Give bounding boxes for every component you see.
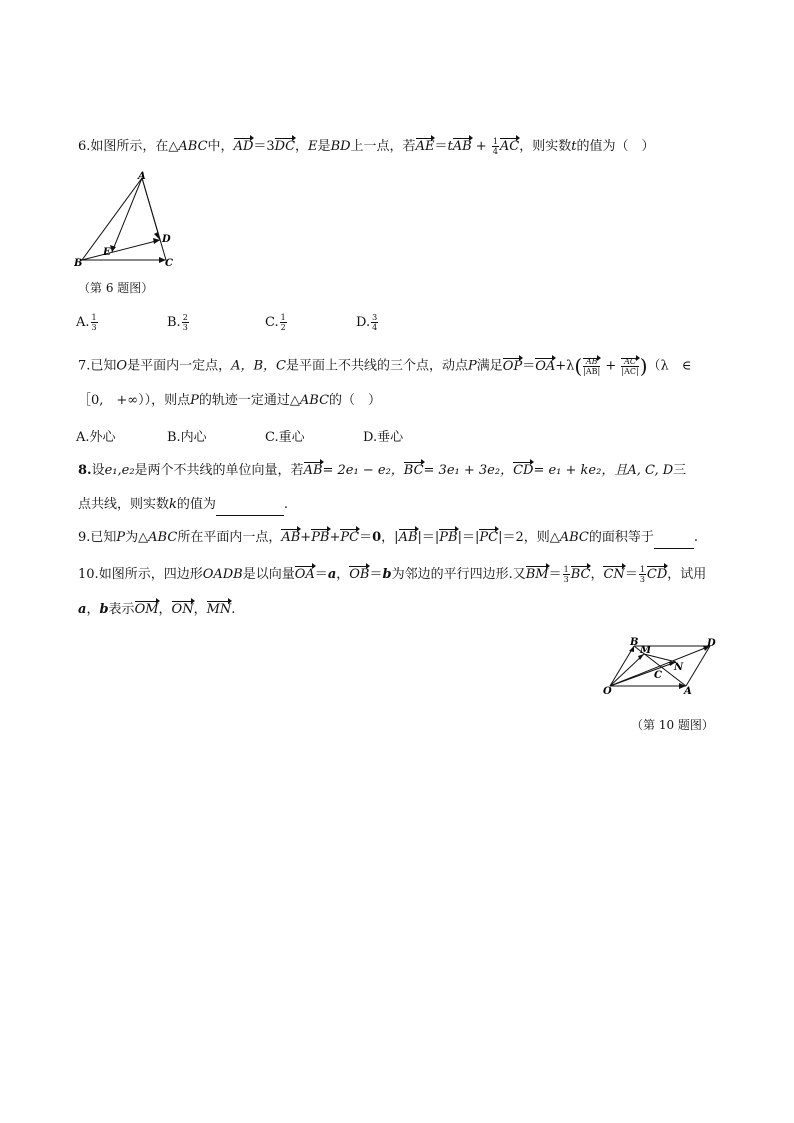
- denominator: |AB|: [583, 366, 601, 376]
- question-6-stem: [78, 137, 655, 157]
- question-7-stem-line2: [78, 391, 381, 411]
- point-p: P: [116, 530, 126, 545]
- vector-cd: CD: [513, 461, 533, 481]
- vector-ab: AB: [281, 528, 300, 548]
- option-fraction: [91, 313, 98, 332]
- vector-cn: CN: [603, 565, 624, 585]
- text: .: [283, 497, 289, 512]
- triangle-diagram: [74, 170, 184, 268]
- unit-vector-ac: [621, 357, 638, 376]
- label-e: E: [103, 247, 111, 258]
- paren-left: (: [574, 354, 583, 378]
- unit-vector-ab: [583, 357, 600, 376]
- question-number: 9.: [78, 530, 91, 545]
- q7-option-b[interactable]: B.内心: [167, 430, 207, 445]
- answer-blank[interactable]: [216, 495, 284, 516]
- vector-ab: AB: [453, 137, 472, 157]
- expression: = 2e₁ − e₂，: [322, 463, 404, 478]
- numerator: 2: [182, 313, 188, 322]
- text: 的值为（ ）: [576, 139, 655, 154]
- label-c: C: [654, 670, 662, 681]
- question-9-stem: [78, 528, 698, 549]
- figure-q10-caption: （第 10 题图）: [631, 718, 714, 732]
- figure-q6-caption: （第 6 题图）: [78, 281, 154, 295]
- figure-q10-parallelogram: [602, 636, 722, 698]
- label-c: C: [165, 258, 173, 268]
- label-b: B: [630, 637, 639, 648]
- segment-bd: BD: [330, 139, 351, 154]
- vector-pc: PC: [340, 528, 359, 548]
- vector-pb: PB: [439, 528, 457, 548]
- text: 为邻边的平行四边形.又: [391, 567, 526, 582]
- point-e: E: [308, 139, 318, 154]
- triangle-name: ABC: [299, 393, 330, 408]
- vector-b: b: [382, 567, 392, 582]
- zero-vector: 0: [372, 530, 382, 545]
- vector-ab: AB: [399, 528, 418, 548]
- vector-pb: PB: [311, 528, 329, 548]
- text: （λ ∈: [647, 358, 692, 374]
- text: 满足: [476, 358, 503, 374]
- text: ，: [590, 567, 604, 582]
- point-p: P: [190, 393, 199, 408]
- text: 的（ ）: [329, 393, 382, 408]
- text: |＝2，则△: [498, 530, 560, 545]
- text: 的面积等于: [588, 530, 654, 545]
- numerator: 1: [639, 565, 645, 574]
- option-fraction: [371, 313, 378, 332]
- numerator: AB: [583, 357, 600, 367]
- text: ＝: [314, 567, 328, 582]
- denominator: |AC|: [621, 366, 639, 376]
- text: 如图所示，在△: [90, 139, 179, 154]
- text: ，: [193, 602, 207, 617]
- label-d: D: [162, 234, 171, 245]
- vector-ob: OB: [349, 565, 369, 585]
- q7-option-a[interactable]: A.外心: [76, 430, 116, 445]
- denominator: 3: [182, 323, 188, 332]
- text: 是两个不共线的单位向量，若: [134, 463, 304, 478]
- q6-option-d[interactable]: [356, 313, 379, 332]
- parallelogram-diagram: [602, 636, 722, 698]
- text: 是平面上不共线的三个点，动点: [286, 358, 469, 374]
- vector-ac: AC: [500, 137, 519, 157]
- fraction-one-third: [563, 565, 570, 584]
- text: ＝: [369, 567, 383, 582]
- label-b: B: [74, 258, 83, 268]
- option-fraction: [182, 313, 189, 332]
- numerator: 1: [280, 313, 286, 322]
- vector-dc: DC: [275, 137, 295, 157]
- text: ＝: [359, 530, 373, 545]
- question-number: 10.: [78, 567, 99, 582]
- vector-mn: MN: [207, 600, 232, 620]
- numerator: 1: [492, 137, 498, 146]
- numerator: 1: [91, 313, 97, 322]
- denominator: 4: [492, 147, 498, 156]
- vector-a: a: [327, 567, 337, 582]
- vector-b: b: [99, 602, 109, 617]
- question-10-stem-line2: [78, 600, 235, 620]
- q7-option-c[interactable]: C.重心: [265, 430, 305, 445]
- q6-option-c[interactable]: [265, 313, 288, 332]
- denominator: 4: [372, 323, 378, 332]
- vector-bm: BM: [526, 565, 549, 585]
- text: 上一点，若: [350, 139, 416, 154]
- text: ，: [86, 602, 100, 617]
- numerator: AC: [621, 357, 638, 367]
- vector-oa: OA: [535, 357, 555, 377]
- variable-k: k: [169, 497, 177, 512]
- text: |＝|: [417, 530, 440, 545]
- vector-cd: CD: [647, 565, 667, 585]
- expression: = e₁ + ke₂，且: [533, 463, 628, 478]
- denominator: 3: [563, 575, 569, 584]
- option-label: A.: [76, 315, 90, 330]
- text: 中，: [207, 139, 234, 154]
- option-label: C.: [265, 315, 279, 330]
- unit-vectors: e₁,e₂: [104, 463, 135, 478]
- q7-option-d[interactable]: D.垂心: [363, 430, 404, 445]
- text: ，|: [381, 530, 399, 545]
- triangle-name: ABC: [559, 530, 589, 545]
- option-fraction: [280, 313, 287, 332]
- question-number: 7.: [78, 358, 91, 374]
- text: 点共线，则实数: [78, 497, 170, 512]
- text: ［0, +∞）），则点: [78, 393, 191, 408]
- triangle-name: ABC: [178, 139, 208, 154]
- label-o: O: [603, 686, 612, 697]
- text: ，: [336, 567, 350, 582]
- question-number: 6.: [78, 139, 91, 154]
- text: 的轨迹一定通过△: [198, 393, 300, 408]
- fraction-one-quarter: [492, 137, 499, 156]
- text: ，试用: [667, 567, 707, 582]
- label-d: D: [707, 638, 716, 649]
- text: ＝: [434, 139, 448, 154]
- vector-om: OM: [135, 600, 159, 620]
- vector-ae: AE: [416, 137, 435, 157]
- vector-bc: BC: [571, 565, 591, 585]
- text: +λ: [555, 358, 575, 374]
- points-abc: A，B，C: [231, 358, 286, 374]
- text: 是以向量: [242, 567, 295, 582]
- variable-t: t: [447, 139, 453, 154]
- text: ＝: [624, 567, 638, 582]
- text: 是平面内一定点，: [127, 358, 232, 374]
- variable-t: t: [571, 139, 577, 154]
- question-number: 8.: [78, 463, 92, 478]
- text: +: [329, 530, 341, 545]
- denominator: 2: [280, 323, 286, 332]
- triangle-name: ABC: [148, 530, 178, 545]
- text: ，: [158, 602, 172, 617]
- point-o: O: [116, 358, 128, 374]
- text: |＝|: [457, 530, 480, 545]
- figure-q6-triangle: [74, 170, 184, 268]
- text: 所在平面内一点，: [177, 530, 282, 545]
- text: ，: [295, 139, 309, 154]
- expression: = 3e₁ + 3e₂，: [423, 463, 514, 478]
- vector-on: ON: [172, 600, 194, 620]
- point-p: P: [468, 358, 477, 374]
- label-a: A: [138, 171, 146, 182]
- q6-option-a[interactable]: [76, 313, 99, 332]
- vector-op: OP: [503, 357, 522, 377]
- option-label: D.: [356, 315, 371, 330]
- text: 为△: [125, 530, 149, 545]
- text: +: [471, 139, 491, 154]
- vector-pc: PC: [479, 528, 498, 548]
- text: 表示: [108, 602, 135, 617]
- question-8-stem-line1: [78, 461, 686, 481]
- q6-option-b[interactable]: [167, 313, 190, 332]
- vector-oa: OA: [295, 565, 315, 585]
- text: ＝: [548, 567, 562, 582]
- vector-ad: AD: [234, 137, 254, 157]
- plus: +: [601, 358, 621, 374]
- text: 是: [317, 139, 331, 154]
- vector-a: a: [78, 602, 87, 617]
- quadrilateral-name: OADB: [202, 567, 243, 582]
- answer-blank[interactable]: [654, 528, 694, 549]
- text: .: [231, 602, 236, 617]
- label-a: A: [684, 686, 692, 697]
- question-7-stem-line1: [78, 356, 691, 377]
- text: 的值为: [176, 497, 216, 512]
- paren-right: ): [639, 354, 648, 378]
- label-m: M: [640, 645, 652, 656]
- text: ＝3: [253, 139, 275, 154]
- vector-bc: BC: [404, 461, 424, 481]
- text: 三: [673, 463, 687, 478]
- numerator: 3: [372, 313, 378, 322]
- fraction-one-third: [639, 565, 646, 584]
- text: 已知: [90, 530, 117, 545]
- question-10-stem-line1: [78, 565, 706, 585]
- text: 如图所示，四边形: [98, 567, 203, 582]
- text: 已知: [90, 358, 117, 374]
- text: ＝: [522, 358, 536, 374]
- text: +: [300, 530, 312, 545]
- option-label: B.: [167, 315, 181, 330]
- label-n: N: [674, 662, 684, 673]
- question-8-stem-line2: [78, 495, 288, 516]
- vector-ab: AB: [304, 461, 323, 481]
- denominator: 3: [639, 575, 645, 584]
- text: .: [693, 530, 699, 545]
- text: 设: [91, 463, 105, 478]
- points-acd: A, C, D: [627, 463, 674, 478]
- denominator: 3: [91, 323, 97, 332]
- numerator: 1: [563, 565, 569, 574]
- text: ，则实数: [519, 139, 572, 154]
